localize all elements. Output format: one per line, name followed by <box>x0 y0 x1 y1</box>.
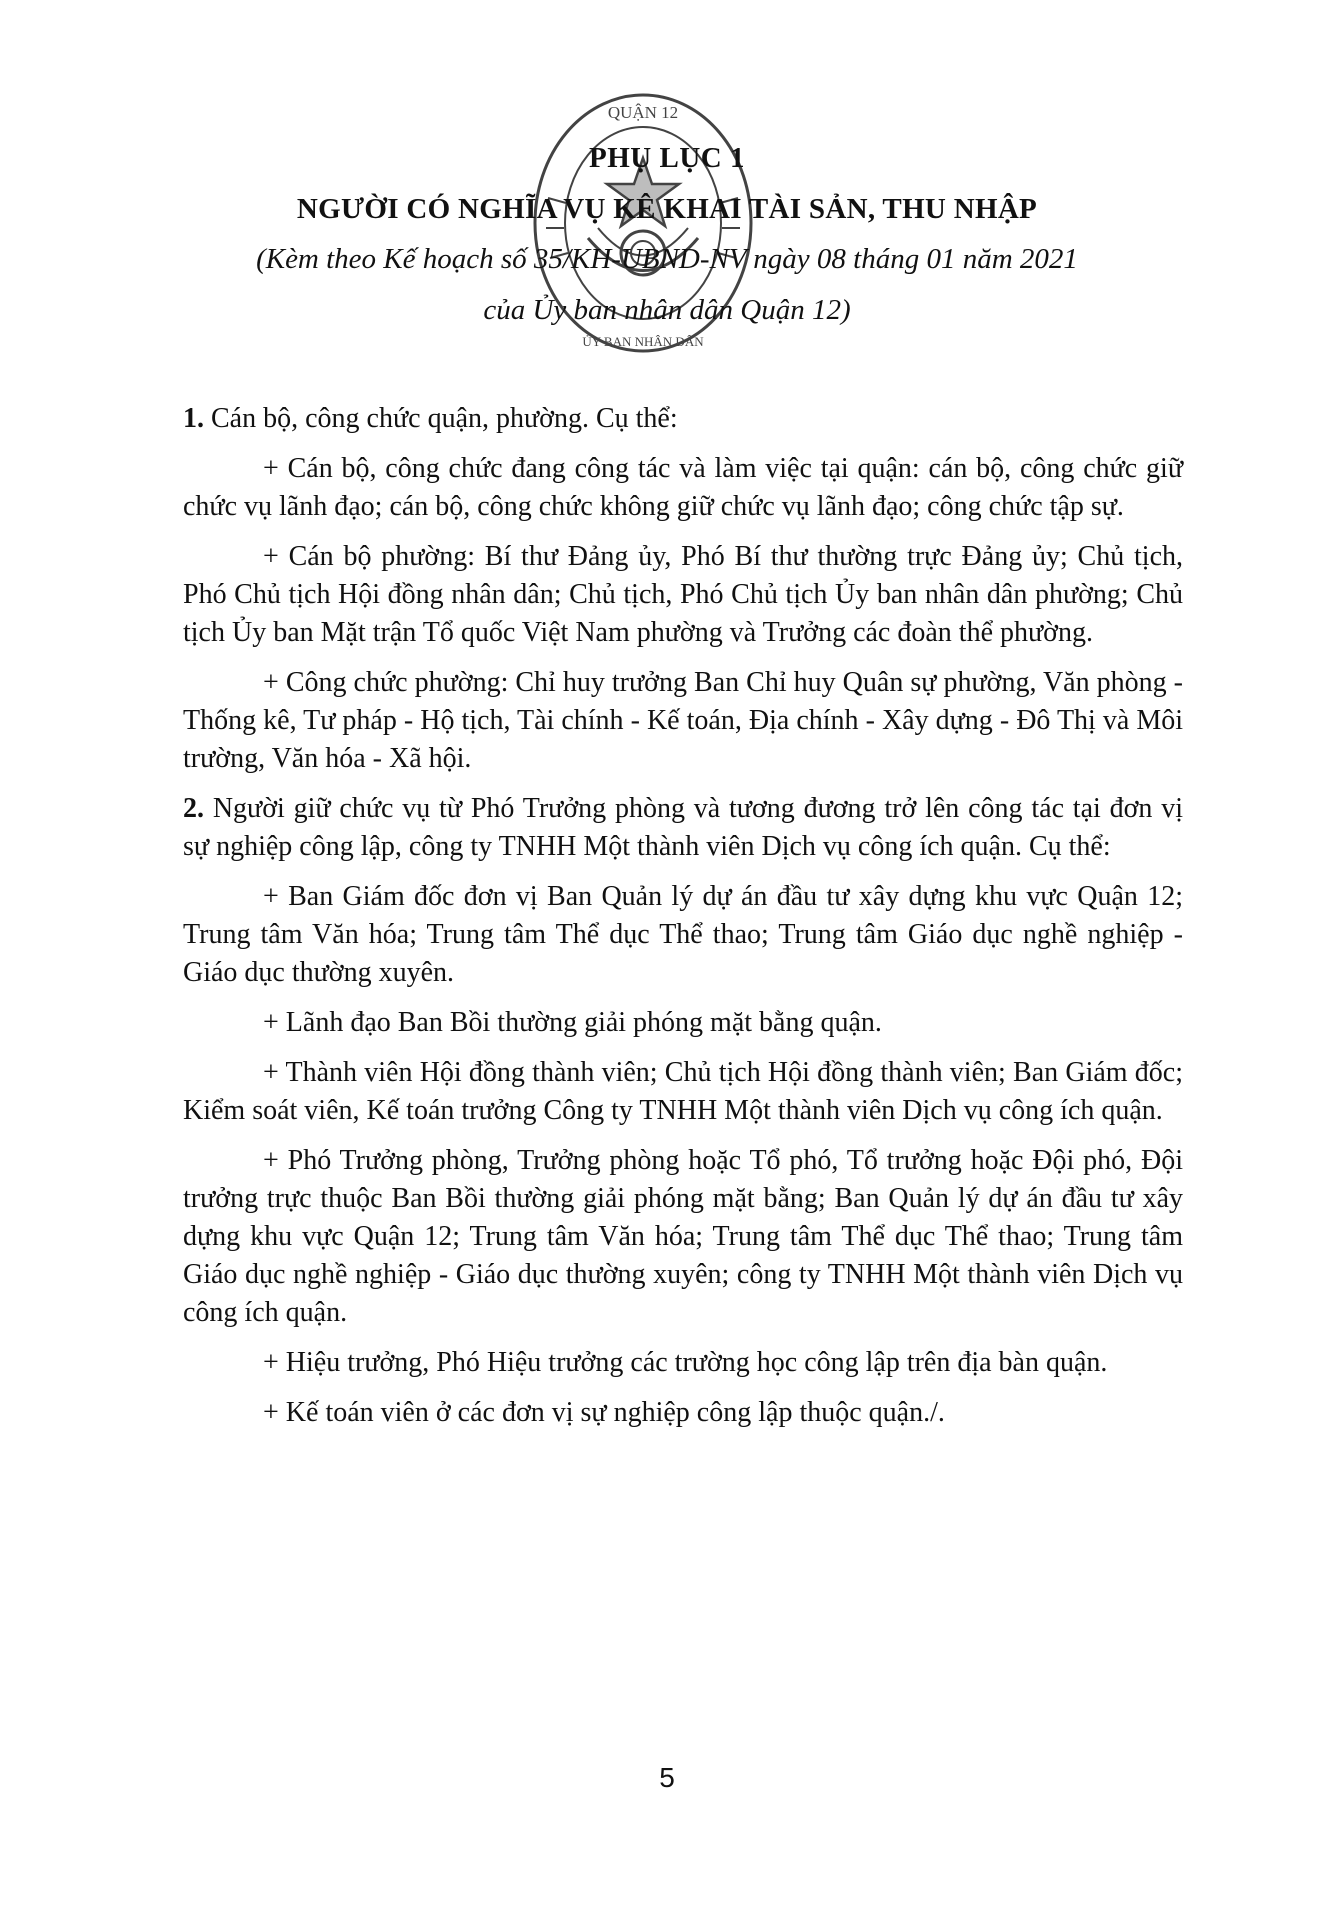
list-item: + Phó Trưởng phòng, Trưởng phòng hoặc Tổ phó, Tổ trưởng hoặc Đội phó, Đội trưởng trực thuộc Ban Bồi thường giải phóng mặt bằng; Ban Quản lý dự án đầu tư xây dựng khu vực Quận 12; Trung tâm Văn hóa; Trung tâm Thể dục Thể thao; Trung tâm Giáo dục nghề nghiệp - Giáo dục thường xuyên; công ty TNHH Một thành viên Dịch vụ công ích quận. <box>183 1145 1183 1328</box>
list-item: + Thành viên Hội đồng thành viên; Chủ tịch Hội đồng thành viên; Ban Giám đốc; Kiểm soát viên, Kế toán trưởng Công ty TNHH Một thành viên Dịch vụ công ích quận. <box>183 1057 1183 1126</box>
document-body <box>183 400 1183 1444</box>
section-1 <box>183 400 1183 778</box>
section-heading <box>183 790 1183 866</box>
section-heading-text: Người giữ chức vụ từ Phó Trưởng phòng và tương đương trở lên công tác tại đơn vị sự nghiệp công lập, công ty TNHH Một thành viên Dịch vụ công ích quận. Cụ thể: <box>183 793 1184 862</box>
list-item: + Cán bộ, công chức đang công tác và làm việc tại quận: cán bộ, công chức giữ chức vụ lãnh đạo; cán bộ, công chức không giữ chức vụ lãnh đạo; công chức tập sự. <box>183 453 1183 522</box>
section-heading <box>183 400 1183 438</box>
appendix-title: PHỤ LỤC 1 <box>589 142 745 174</box>
section-2 <box>183 790 1183 1432</box>
section-heading-text: Cán bộ, công chức quận, phường. Cụ thể: <box>211 403 678 434</box>
list-item: + Ban Giám đốc đơn vị Ban Quản lý dự án đầu tư xây dựng khu vực Quận 12; Trung tâm Văn hóa; Trung tâm Thể dục Thể thao; Trung tâm Giáo dục nghề nghiệp - Giáo dục thường xuyên. <box>183 881 1183 988</box>
document-subtitle-line2: của Ủy ban nhân dân Quận 12) <box>483 294 851 326</box>
section-number: 1. <box>183 403 204 434</box>
list-item: + Hiệu trưởng, Phó Hiệu trưởng các trường học công lập trên địa bàn quận. <box>263 1347 1108 1378</box>
list-item: + Lãnh đạo Ban Bồi thường giải phóng mặt bằng quận. <box>263 1007 882 1038</box>
list-item: + Công chức phường: Chỉ huy trưởng Ban Chỉ huy Quân sự phường, Văn phòng - Thống kê, Tư pháp - Hộ tịch, Tài chính - Kế toán, Địa chính - Xây dựng - Đô Thị và Môi trường, Văn hóa - Xã hội. <box>183 667 1183 774</box>
page-number: 5 <box>659 1762 675 1793</box>
document-subtitle-line1: (Kèm theo Kế hoạch số 35/KH-UBND-NV ngày 08 tháng 01 năm 2021 <box>256 243 1078 275</box>
list-item: + Kế toán viên ở các đơn vị sự nghiệp công lập thuộc quận./. <box>263 1397 945 1428</box>
seal-top-text: QUẬN 12 <box>607 103 679 122</box>
document-title: NGƯỜI CÓ NGHĨA VỤ KÊ KHAI TÀI SẢN, THU NHẬP <box>296 193 1038 225</box>
list-item: + Cán bộ phường: Bí thư Đảng ủy, Phó Bí thư thường trực Đảng ủy; Chủ tịch, Phó Chủ tịch Hội đồng nhân dân; Chủ tịch, Phó Chủ tịch Ủy ban nhân dân phường; Chủ tịch Ủy ban Mặt trận Tổ quốc Việt Nam phường và Trưởng các đoàn thể phường. <box>183 541 1183 648</box>
section-number: 2. <box>183 793 204 824</box>
seal-ring-text: ỦY BAN NHÂN DÂN <box>582 334 704 349</box>
